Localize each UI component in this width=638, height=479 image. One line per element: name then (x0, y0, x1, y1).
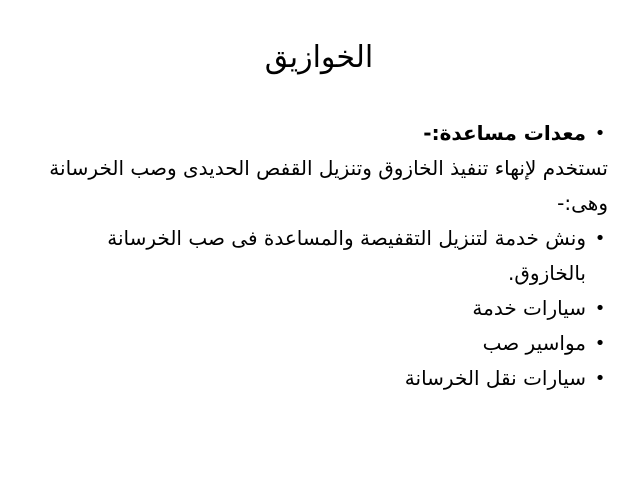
bullet-icon: • (594, 368, 606, 389)
bullet-text: سيارات خدمة (472, 296, 586, 320)
bullet-item-tremie-pipes (40, 326, 608, 361)
slide-title: الخوازيق (264, 40, 374, 75)
bullet-icon: • (594, 228, 606, 249)
bullet-text: سيارات نقل الخرسانة (404, 366, 586, 390)
bullet-item-service-vehicles (40, 291, 608, 326)
bullet-item-service-winch (40, 221, 608, 291)
bullet-text: ونش خدمة لتنزيل التقفيصة والمساعدة فى صب الخرسانة بالخازوق. (107, 226, 586, 285)
bullet-icon: • (594, 123, 606, 144)
bullet-icon: • (594, 298, 606, 319)
bullet-text: مواسير صب (482, 331, 586, 355)
section-heading: معدات مساعدة:- (423, 121, 586, 145)
bullet-icon: • (594, 333, 606, 354)
section-description: تستخدم لإنهاء تنفيذ الخازوق وتنزيل القفص الحديدى وصب الخرسانة وهى:- (49, 156, 608, 215)
bullet-item-auxiliary-equipment (40, 116, 608, 221)
bullet-list (40, 116, 608, 396)
bullet-item-concrete-trucks (40, 361, 608, 396)
